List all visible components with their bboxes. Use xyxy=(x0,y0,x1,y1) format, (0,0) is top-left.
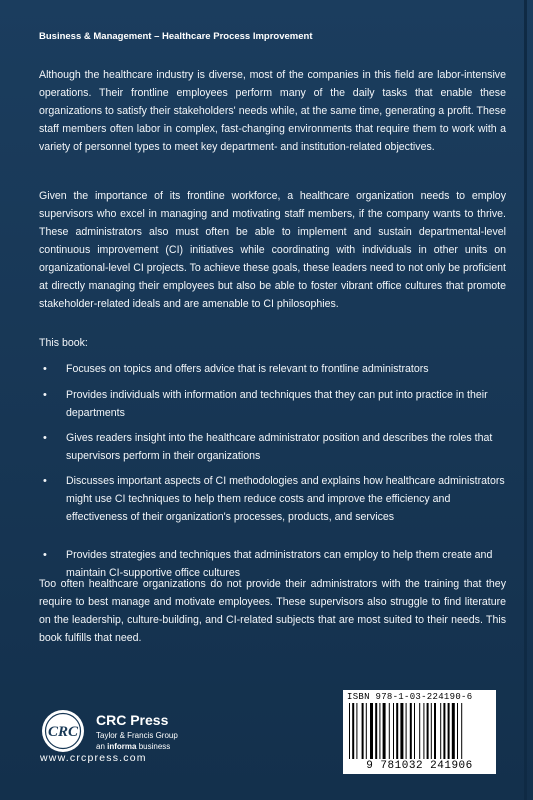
list-item: • Discusses important aspects of CI methodologies and explains how healthcare administrators might use CI techniques to help them reduce costs and improve the efficiency and effectiveness of their organization's processes, products, and services xyxy=(39,472,506,526)
barcode xyxy=(343,690,496,774)
barcode-number: 9 781032 241906 xyxy=(366,760,473,772)
list-item: • Provides strategies and techniques that administrators can employ to help them create and maintain CI-supportive office cultures xyxy=(39,546,506,582)
publisher-group: Taylor & Francis Group xyxy=(96,731,178,740)
paragraph-3: Too often healthcare organizations do not provide their administrators with the training that they require to best manage and motivate employees. These supervisors also struggle to find literature on the leadership, culture-building, and CI-related subjects that are most suited to their needs. This book fulfills that need. xyxy=(39,578,506,644)
publisher-tagline: an informa business xyxy=(96,742,171,751)
isbn-label: ISBN 978-1-03-224190-6 xyxy=(347,692,473,702)
svg-text:CRC: CRC xyxy=(47,724,79,740)
subject-header: Business & Management – Healthcare Process Improvement xyxy=(39,31,313,42)
paragraph-1: Although the healthcare industry is diverse, most of the companies in this field are labor-intensive operations. Their frontline employees perform many of the daily tasks that enable these organizations to satisfy their stakeholders' needs while, at the same time, generating a profit. These staff members often labor in complex, fast-changing environments that require them to work with a variety of personnel types to meet key department- and institution-related objectives. xyxy=(39,69,506,153)
barcode-bars xyxy=(349,703,489,759)
list-item: • Focuses on topics and offers advice that is relevant to frontline administrators xyxy=(39,360,506,378)
paragraph-2: Given the importance of its frontline workforce, a healthcare organization needs to employ supervisors who excel in managing and motivating staff members, if the company wants to thrive. These administrators also must often be able to implement and sustain departmental-level continuous improvement (CI) initiatives while coordinating with individuals in other units on organizational-level CI projects. To achieve these goals, these leaders need to not only be proficient at directly managing their employees but also be able to foster vibrant office cultures that promote stakeholder-related ideals and are amenable to CI philosophies. xyxy=(39,190,506,310)
list-item: • Provides individuals with information and techniques that they can put into practice in their departments xyxy=(39,386,506,422)
spine-stripe xyxy=(524,0,527,800)
publisher-name: CRC Press xyxy=(96,712,169,728)
list-item: • Gives readers insight into the healthcare administrator position and describes the roles that supervisors perform in their organizations xyxy=(39,429,506,465)
crc-logo-icon xyxy=(40,708,86,754)
list-intro: This book: xyxy=(39,337,88,349)
publisher-url: www.crcpress.com xyxy=(40,752,147,764)
